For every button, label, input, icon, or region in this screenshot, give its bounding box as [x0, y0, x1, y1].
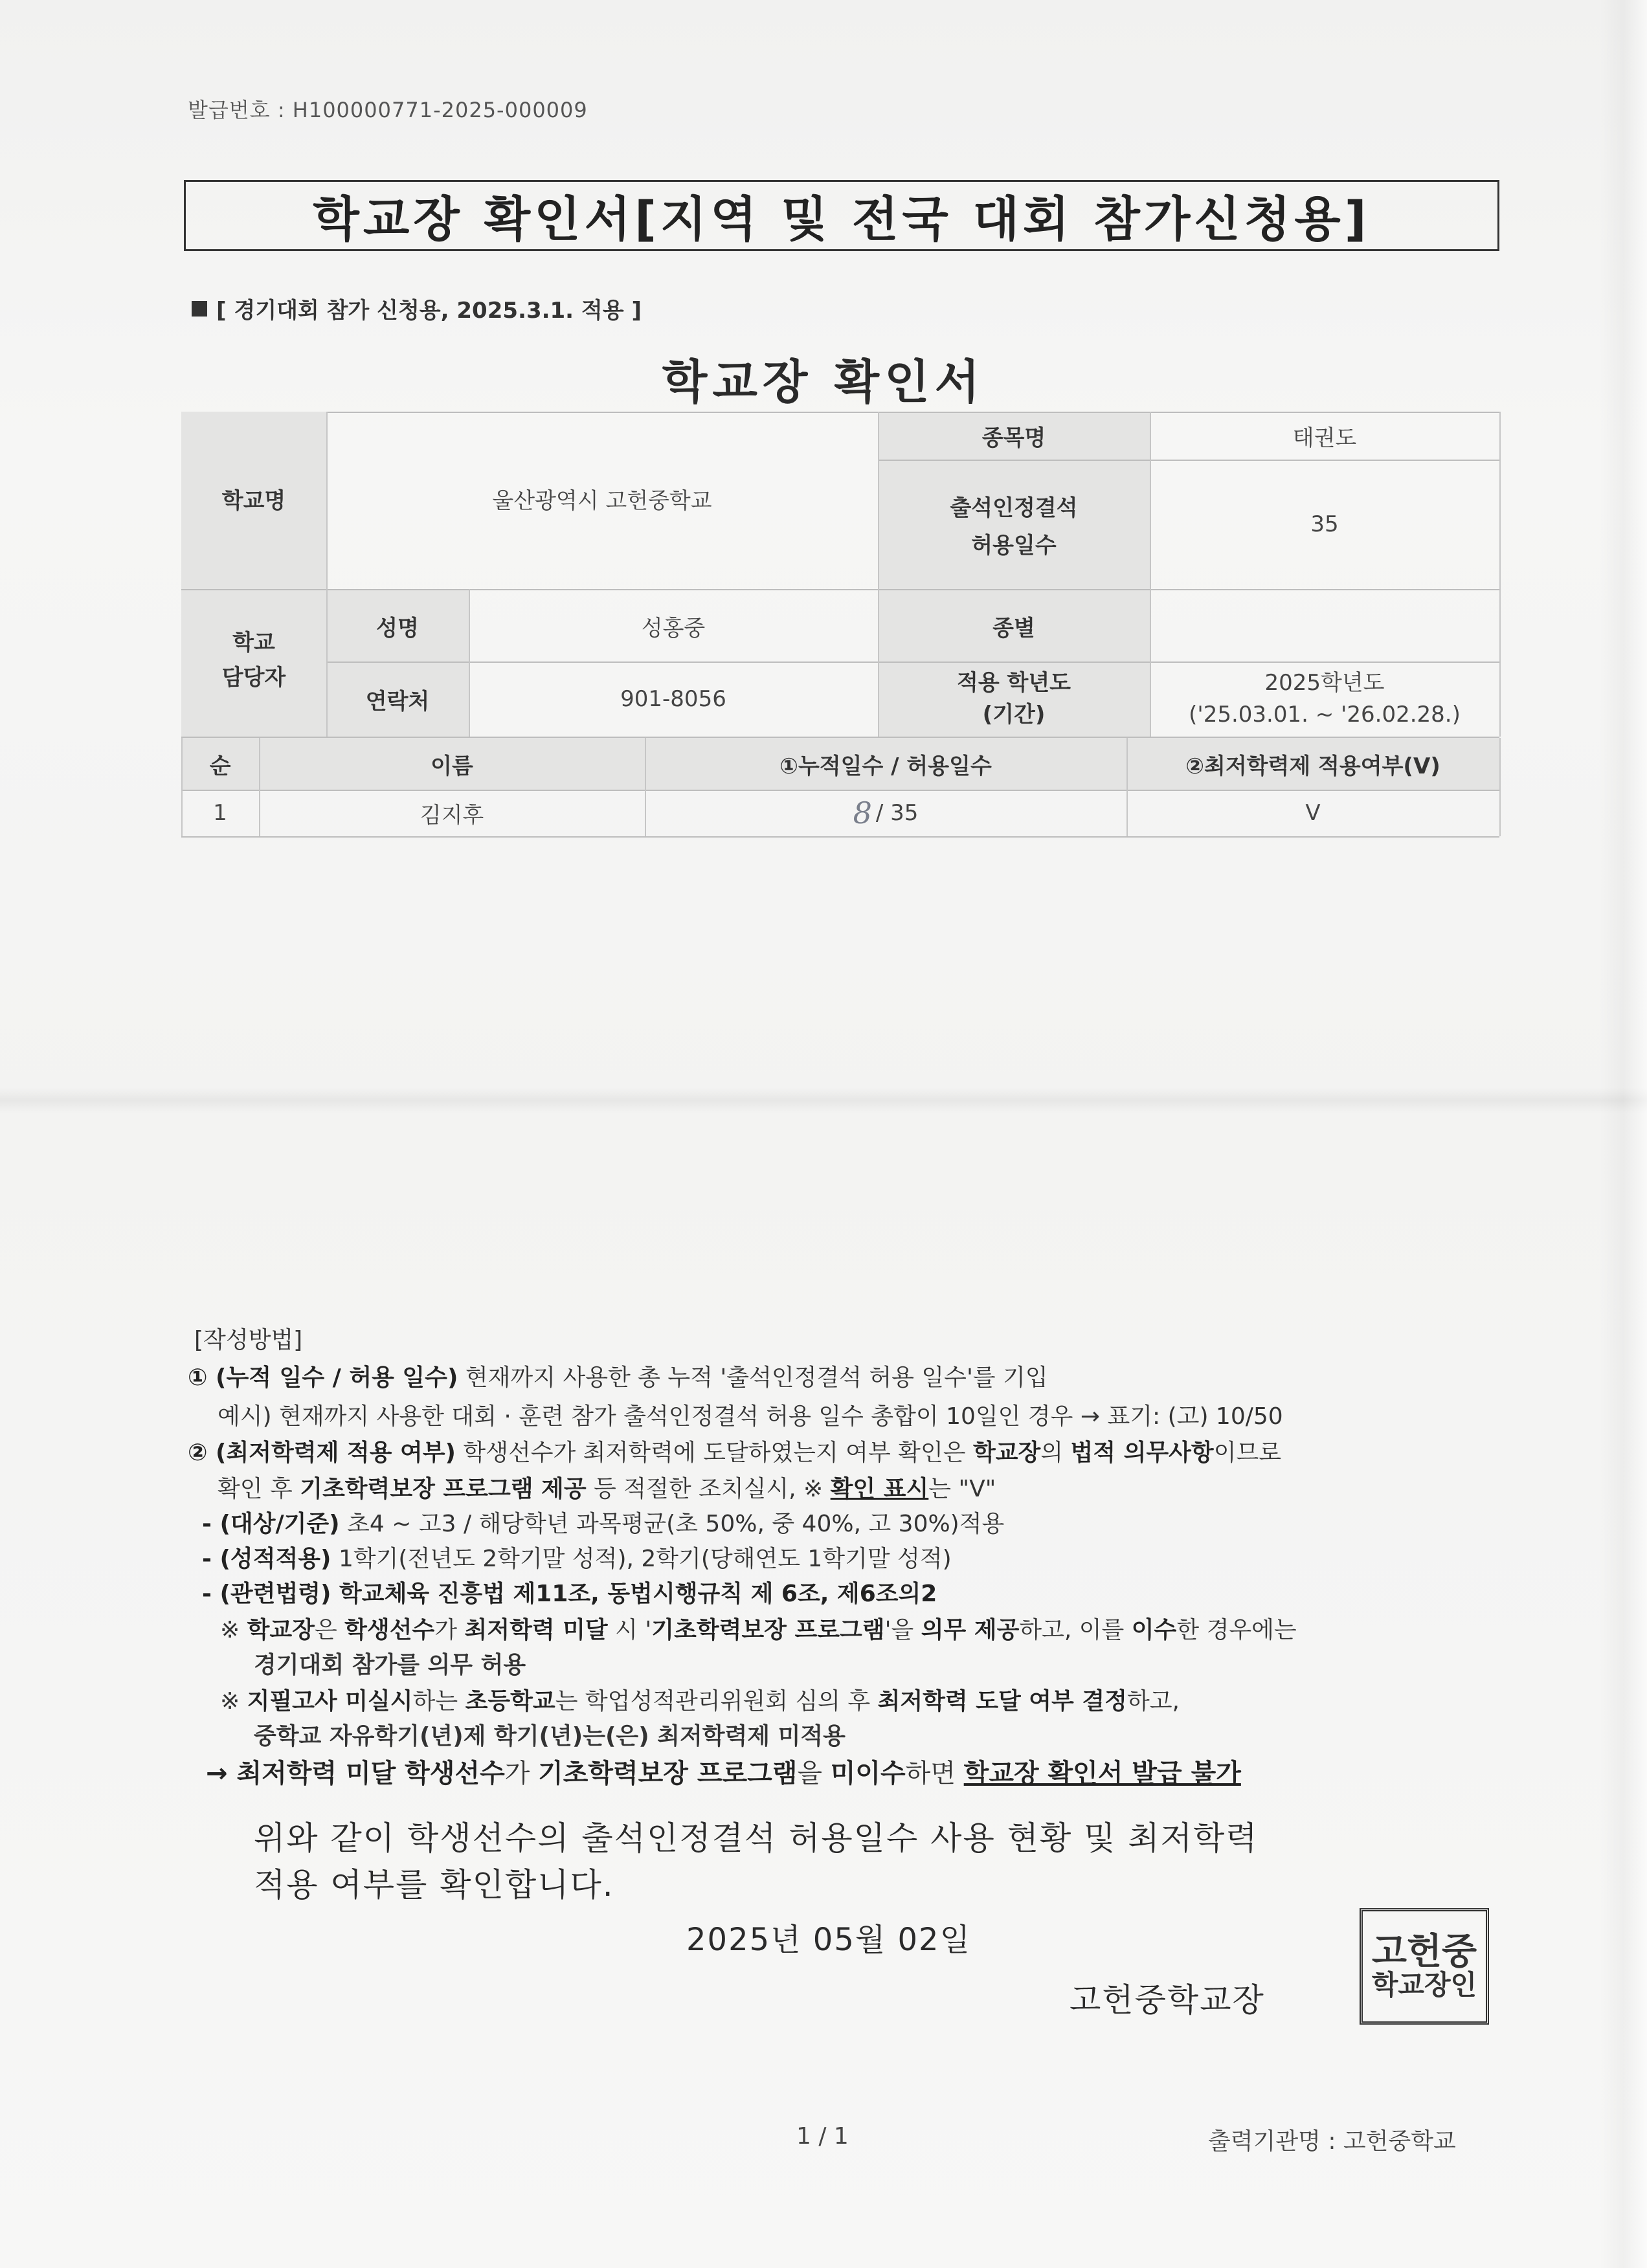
seal-line-2: 학교장인 [1371, 1969, 1477, 2001]
allowed-days-label [878, 492, 1150, 563]
instruction-line-12 [206, 1753, 1241, 1790]
ins-l4a: 확인 후 [218, 1476, 300, 1502]
allowed-days-label-line2: 허용일수 [971, 533, 1057, 559]
square-bullet-icon [192, 301, 207, 317]
allowed-days-value: 35 [1310, 511, 1339, 537]
ins-l4d: 확인 표시 [830, 1476, 929, 1502]
ins-l4e: 는 "V" [928, 1476, 996, 1502]
ins-l10f: 최저학력 도달 여부 결정 [877, 1688, 1127, 1715]
instruction-line-4 [218, 1471, 996, 1504]
document-title: 학교장 확인서 [662, 355, 985, 409]
instruction-line-1 [188, 1359, 1048, 1392]
ins-l6b: 1학기(전년도 2학기말 성적), 2학기(당해연도 1학기말 성적) [331, 1546, 952, 1572]
instruction-line-10 [220, 1683, 1180, 1716]
ins-l4c: 등 적절한 조치실시, ※ [586, 1476, 831, 1502]
sub-note [192, 293, 642, 324]
ins-l8a: ※ [220, 1617, 247, 1643]
row-days [645, 790, 1126, 836]
ins-l3d: 의 [1040, 1440, 1071, 1466]
table-line [1499, 412, 1501, 737]
main-title: 학교장 확인서[지역 및 전국 대회 참가신청용] [184, 180, 1499, 251]
gender-value [1150, 595, 1499, 656]
ins-l12h: 학교장 확인서 발급 불가 [963, 1759, 1241, 1788]
name-value: 성홍중 [641, 615, 706, 641]
issuing-institution: 출력기관명 : 고헌중학교 [1208, 2128, 1456, 2155]
ins-l8g: 시 ' [607, 1617, 652, 1643]
instruction-line-11: 중학교 자유학기(년)제 학기(년)는(은) 최저학력제 미적용 [254, 1723, 846, 1750]
ins-l12g: 하면 [905, 1759, 964, 1788]
ins-l8c: 은 [314, 1617, 345, 1643]
paper-fold-vertical [1599, 0, 1647, 2268]
year-value-line2: ('25.03.01. ~ '26.02.28.) [1189, 702, 1461, 728]
instruction-line-6 [202, 1540, 952, 1573]
year-label [878, 662, 1150, 737]
row-name: 김지후 [420, 802, 484, 828]
year-value-line1: 2025학년도 [1264, 669, 1385, 696]
ins-l8m: 한 경우에는 [1176, 1617, 1297, 1643]
instruction-line-5 [202, 1506, 1004, 1539]
school-label: 학교명 [221, 487, 286, 514]
table-line [181, 836, 1499, 838]
issue-number: 발급번호 : H100000771-2025-000009 [188, 98, 588, 122]
name-label: 성명 [376, 615, 419, 641]
instruction-line-9: 경기대회 참가를 의무 허용 [254, 1652, 526, 1678]
ins-l10d: 초등학교 [465, 1688, 555, 1715]
ins-l1a: ① (누적 일수 / 허용 일수) [188, 1364, 458, 1391]
ins-l1b: 현재까지 사용한 총 누적 '출석인정결석 허용 일수'를 기입 [458, 1364, 1048, 1391]
sub-note-text: [ 경기대회 참가 신청용, 2025.3.1. 적용 ] [216, 298, 642, 324]
ins-l12f: 미이수 [830, 1759, 906, 1788]
school-value: 울산광역시 고헌중학교 [492, 487, 712, 514]
manager-label-line2: 담당자 [221, 665, 286, 691]
ins-l7a: - (관련법령) [202, 1581, 331, 1607]
ins-l10b: 지필고사 미실시 [247, 1688, 413, 1715]
manager-label-line1: 학교 [232, 629, 275, 656]
event-label: 종목명 [981, 425, 1046, 451]
ins-l8e: 가 [434, 1617, 465, 1643]
col-header-days: ①누적일수 / 허용일수 [779, 753, 992, 779]
ins-l10e: 는 학업성적관리위원회 심의 후 [555, 1688, 878, 1715]
year-label-line1: 적용 학년도 [956, 669, 1071, 696]
ins-l4b: 기초학력보장 프로그램 제공 [300, 1476, 587, 1502]
year-label-line2: (기간) [982, 702, 1046, 728]
ins-l10a: ※ [220, 1688, 247, 1715]
year-value [1150, 662, 1499, 737]
ins-l6a: - (성적적용) [202, 1546, 331, 1572]
ins-l3c: 학교장 [972, 1440, 1041, 1466]
page-number: 1 / 1 [796, 2123, 849, 2150]
ins-l8f: 최저학력 미달 [464, 1617, 608, 1643]
manager-label [181, 608, 326, 712]
instruction-line-8 [220, 1612, 1297, 1645]
issue-date: 2025년 05월 02일 [686, 1922, 971, 1958]
ins-l12a: → [206, 1759, 237, 1788]
row-min-achievement: V [1305, 800, 1321, 826]
ins-l8i: '을 [884, 1617, 921, 1643]
ins-l5a: - (대상/기준) [202, 1511, 340, 1537]
col-header-min-achievement: ②최저학력제 적용여부(V) [1185, 753, 1440, 779]
ins-l8k: 하고, 이를 [1019, 1617, 1132, 1643]
ins-l12d: 기초학력보장 프로그램 [538, 1759, 798, 1788]
col-header-no: 순 [209, 753, 231, 779]
row-used-days-handwritten: 8 [853, 795, 872, 830]
ins-l12e: 을 [797, 1759, 831, 1788]
paper-fold-horizontal [0, 1087, 1647, 1113]
ins-l3b: 학생선수가 최저학력에 도달하였는지 여부 확인은 [455, 1440, 973, 1466]
ins-l8d: 학생선수 [344, 1617, 435, 1643]
ins-l3e: 법적 의무사항 [1070, 1440, 1214, 1466]
row-no: 1 [213, 800, 227, 826]
closing-line-1: 위와 같이 학생선수의 출석인정결석 허용일수 사용 현황 및 최저학력 [254, 1819, 1259, 1857]
ins-l8h: 기초학력보장 프로그램 [651, 1617, 885, 1643]
contact-label: 연락처 [365, 688, 430, 715]
ins-l8b: 학교장 [247, 1617, 315, 1643]
row-allowed-days: / 35 [875, 800, 919, 826]
ins-l5b: 초4 ~ 고3 / 해당학년 과목평균(초 50%, 중 40%, 고 30%)적용 [339, 1511, 1005, 1537]
table-line [1499, 738, 1501, 836]
closing-line-2: 적용 여부를 확인합니다. [254, 1866, 614, 1904]
instructions-heading: [작성방법] [194, 1327, 303, 1353]
ins-l3a: ② (최저학력제 적용 여부) [188, 1440, 456, 1466]
gender-label: 종별 [992, 615, 1035, 641]
event-value: 태권도 [1292, 425, 1357, 451]
instruction-line-3 [188, 1434, 1281, 1467]
instruction-line-7 [202, 1575, 937, 1608]
table-line [181, 589, 1499, 590]
ins-l8j: 의무 제공 [921, 1617, 1020, 1643]
official-seal-stamp [1360, 1908, 1489, 2025]
allowed-days-label-line1: 출석인정결석 [950, 495, 1078, 522]
ins-l10c: 하는 [412, 1688, 465, 1715]
ins-l3f: 이므로 [1213, 1440, 1282, 1466]
signer: 고헌중학교장 [1070, 1981, 1265, 2019]
seal-line-1: 고헌중 [1371, 1930, 1477, 1973]
ins-l10g: 하고, [1126, 1688, 1180, 1715]
instruction-line-2: 예시) 현재까지 사용한 대회 · 훈련 참가 출석인정결석 허용 일수 총합이 10일인 경우 → 표기: (고) 10/50 [218, 1403, 1283, 1430]
ins-l7b: 학교체육 진흥법 제11조, 동법시행규칙 제 6조, 제6조의2 [331, 1581, 937, 1607]
col-header-name: 이름 [431, 753, 473, 779]
ins-l12c: 가 [504, 1759, 539, 1788]
contact-value: 901-8056 [620, 686, 726, 712]
ins-l12b: 최저학력 미달 학생선수 [236, 1759, 505, 1788]
ins-l8l: 이수 [1131, 1617, 1177, 1643]
